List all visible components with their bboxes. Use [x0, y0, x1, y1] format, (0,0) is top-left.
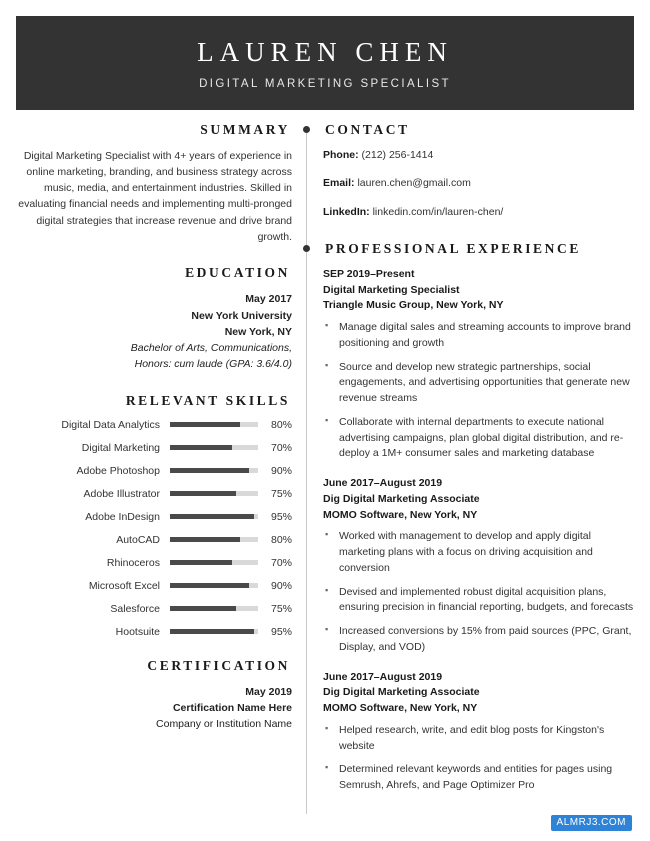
experience-bullet: ▪ Source and develop new strategic partnerships, social engagements, and advertising opportunities that generate new revenue streams	[323, 360, 634, 407]
experience-bullet: ▪ Devised and implemented robust digital acquisition plans, ensuring precision in financial reporting, budgets, and forecasts	[323, 585, 634, 617]
phone-label: Phone:	[323, 148, 359, 161]
candidate-name: LAUREN CHEN	[197, 37, 453, 67]
skill-progress-fill	[170, 629, 254, 634]
bullet-dot-icon	[303, 245, 310, 252]
jobs-list	[323, 267, 634, 794]
skill-row	[16, 603, 292, 615]
experience-entry	[323, 267, 634, 462]
contact-heading	[323, 122, 634, 138]
skill-progress-fill	[170, 491, 236, 496]
watermark-badge: ALMRJ3.COM	[551, 815, 632, 831]
skill-progress-fill	[170, 422, 240, 427]
experience-bullet-list	[323, 320, 634, 462]
experience-entry	[323, 670, 634, 794]
contact-email	[323, 176, 634, 192]
linkedin-label: LinkedIn:	[323, 206, 370, 219]
skill-label: Adobe Photoshop	[76, 464, 160, 477]
experience-bullet-list	[323, 723, 634, 794]
skills-heading: RELEVANT SKILLS	[125, 392, 290, 408]
skill-row	[16, 442, 292, 454]
education-section	[16, 265, 292, 372]
skill-label: Hootsuite	[115, 625, 160, 638]
skill-label: Salesforce	[110, 602, 160, 615]
summary-heading: SUMMARY	[200, 121, 290, 137]
experience-heading	[323, 241, 634, 257]
skill-progress-bar	[170, 422, 258, 427]
skill-percent: 90%	[270, 464, 292, 477]
experience-role: Dig Digital Marketing Associate	[323, 686, 480, 699]
skill-progress-bar	[170, 537, 258, 542]
certification-heading: CERTIFICATION	[147, 657, 290, 673]
skill-row	[16, 557, 292, 569]
experience-bullet: ▪ Determined relevant keywords and entities for pages using Semrush, Ahrefs, and Page Optimizer Pro	[323, 762, 634, 794]
email-label: Email:	[323, 177, 355, 190]
skill-percent: 70%	[270, 556, 292, 569]
education-location: New York, NY	[224, 325, 292, 338]
education-degree: Bachelor of Arts, Communications,	[130, 342, 292, 355]
skill-progress-fill	[170, 560, 232, 565]
certification-date: May 2019	[245, 685, 292, 698]
experience-role: Dig Digital Marketing Associate	[323, 492, 480, 505]
education-date: May 2017	[245, 293, 292, 306]
phone-value: (212) 256-1414	[361, 148, 434, 161]
contact-section	[323, 122, 634, 221]
summary-section	[16, 122, 292, 246]
skill-progress-bar	[170, 583, 258, 588]
experience-dates: June 2017–August 2019	[323, 670, 443, 683]
education-honors: Honors: cum laude (GPA: 3.6/4.0)	[134, 358, 292, 371]
right-column	[307, 122, 634, 814]
experience-bullet: ▪ Increased conversions by 15% from paid sources (PPC, Grant, Display, and VOD)	[323, 624, 634, 656]
skill-label: Microsoft Excel	[88, 579, 160, 592]
skill-percent: 90%	[270, 579, 292, 592]
skill-percent: 75%	[270, 487, 292, 500]
experience-bullet-list	[323, 529, 634, 655]
skill-row	[16, 419, 292, 431]
candidate-title: DIGITAL MARKETING SPECIALIST	[199, 77, 451, 90]
skill-label: Adobe InDesign	[85, 510, 160, 523]
skill-row	[16, 534, 292, 546]
skill-label: Rhinoceros	[106, 556, 160, 569]
education-heading: EDUCATION	[185, 265, 290, 281]
contact-linkedin	[323, 205, 634, 221]
left-column	[16, 122, 306, 814]
skill-percent: 80%	[270, 533, 292, 546]
skill-percent: 95%	[270, 625, 292, 638]
skill-progress-fill	[170, 468, 249, 473]
experience-role: Digital Marketing Specialist	[323, 283, 460, 296]
experience-organization: MOMO Software, New York, NY	[323, 702, 478, 715]
experience-section	[323, 241, 634, 794]
skill-progress-bar	[170, 514, 258, 519]
skill-row	[16, 511, 292, 523]
skill-progress-fill	[170, 514, 254, 519]
resume-header	[16, 16, 634, 110]
bullet-dot-icon	[303, 126, 310, 133]
experience-dates: SEP 2019–Present	[323, 267, 415, 280]
skill-row	[16, 626, 292, 638]
skill-progress-fill	[170, 606, 236, 611]
skill-label: Adobe Illustrator	[83, 487, 160, 500]
skill-progress-fill	[170, 583, 249, 588]
certification-issuer: Company or Institution Name	[156, 718, 292, 731]
experience-organization: Triangle Music Group, New York, NY	[323, 299, 504, 312]
skills-section	[16, 393, 292, 638]
linkedin-value[interactable]: linkedin.com/in/lauren-chen/	[372, 206, 504, 219]
skill-row	[16, 465, 292, 477]
experience-bullet: ▪ Worked with management to develop and apply digital marketing plans with a focus on driving acquisition and conversion	[323, 529, 634, 576]
experience-dates: June 2017–August 2019	[323, 477, 443, 490]
skill-progress-bar	[170, 606, 258, 611]
experience-entry	[323, 476, 634, 656]
skill-percent: 75%	[270, 602, 292, 615]
certification-name: Certification Name Here	[172, 701, 292, 714]
summary-text: Digital Marketing Specialist with 4+ years of experience in online marketing, branding, and business strategy across music, media, and entertainment industries. Skilled in evaluating financial needs and implementing multi-pronged digital strategies that increase revenue and drive brand growth.	[18, 149, 292, 244]
skill-progress-bar	[170, 560, 258, 565]
resume-body	[16, 122, 634, 814]
experience-bullet: ▪ Collaborate with internal departments to execute national advertising campaigns, plan global digital distribution, and re-deploy a 1M+ consumer sales and marketing database	[323, 415, 634, 462]
skill-progress-bar	[170, 445, 258, 450]
skill-progress-bar	[170, 629, 258, 634]
education-school: New York University	[191, 309, 292, 322]
skill-row	[16, 580, 292, 592]
certification-section	[16, 658, 292, 733]
skill-label: Digital Marketing	[81, 441, 160, 454]
experience-bullet: ▪ Manage digital sales and streaming accounts to improve brand positioning and growth	[323, 320, 634, 352]
contact-heading-label: CONTACT	[325, 121, 410, 137]
experience-organization: MOMO Software, New York, NY	[323, 508, 478, 521]
skills-list	[16, 419, 292, 638]
skill-percent: 80%	[270, 418, 292, 431]
skill-label: AutoCAD	[116, 533, 160, 546]
skill-progress-fill	[170, 445, 232, 450]
skill-label: Digital Data Analytics	[61, 418, 160, 431]
contact-phone	[323, 148, 634, 164]
skill-progress-bar	[170, 468, 258, 473]
skill-progress-bar	[170, 491, 258, 496]
skill-percent: 70%	[270, 441, 292, 454]
experience-heading-label: PROFESSIONAL EXPERIENCE	[325, 240, 581, 256]
email-value[interactable]: lauren.chen@gmail.com	[357, 177, 471, 190]
skill-percent: 95%	[270, 510, 292, 523]
experience-bullet: ▪ Helped research, write, and edit blog posts for Kingston's website	[323, 723, 634, 755]
skill-row	[16, 488, 292, 500]
skill-progress-fill	[170, 537, 240, 542]
